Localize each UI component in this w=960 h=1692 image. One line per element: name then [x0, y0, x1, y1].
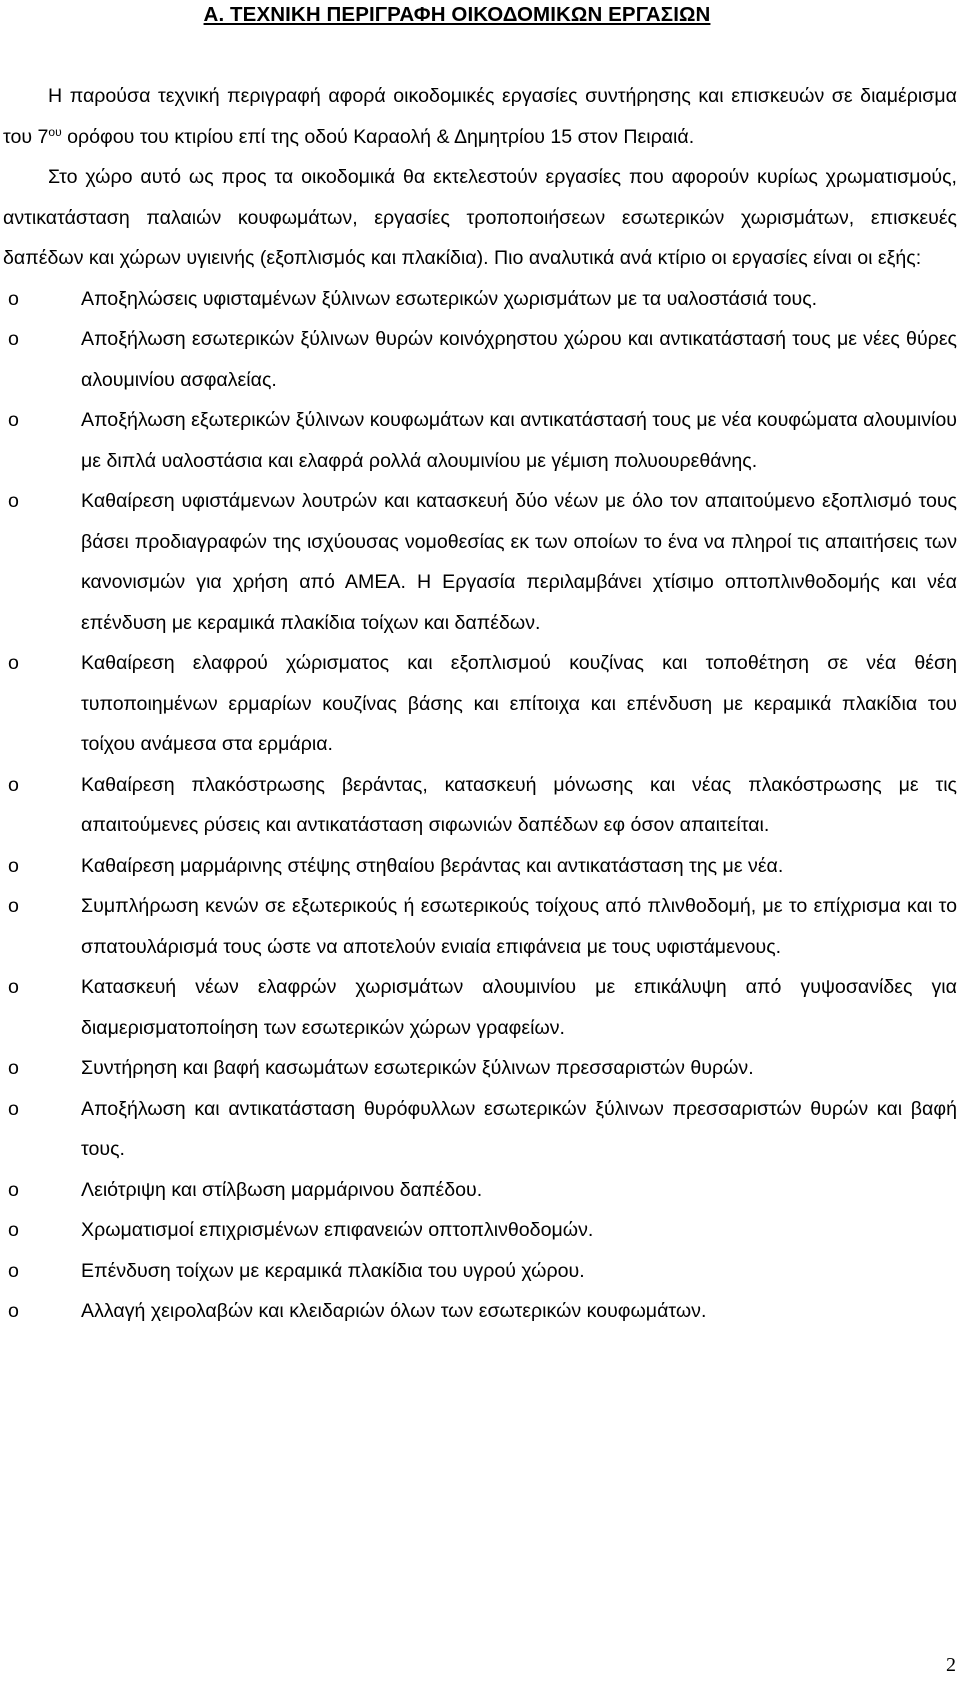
list-item-text: Συμπλήρωση κενών σε εξωτερικούς ή εσωτερικούς τοίχους από πλινθοδομή, με το επίχρισμα και το σπατουλάρισμά τους ώστε να αποτελούν ενιαία επιφάνεια με τους υφιστάμενους. [81, 895, 957, 958]
bullet-marker: o [8, 490, 19, 512]
list-item-text: Επένδυση τοίχων με κεραμικά πλακίδια του υγρού χώρου. [81, 1259, 585, 1282]
bullet-marker: o [8, 652, 19, 674]
page-number: 2 [946, 1654, 956, 1676]
bullet-marker: o [8, 1097, 19, 1120]
list-item-text: Καθαίρεση υφιστάμενων λουτρών και κατασκευή δύο νέων με όλο τον απαιτούμενο εξοπλισμό τους βάσει προδιαγραφών της ισχύουσας νομοθεσίας εκ των οποίων το ένα να πληροί τις απαιτήσεις των κανονισμών για χρήση από ΑΜΕΑ. Η Εργασία περιλαμβάνει χτίσιμο οπτοπλινθοδομής και νέα επένδυση με κεραμικά πλακίδια τοίχων και δαπέδων. [81, 490, 957, 634]
works-list [3, 279, 957, 1332]
floor-ordinal-superscript: ου [48, 124, 62, 139]
intro-paragraph [3, 76, 957, 157]
list-item [3, 481, 957, 643]
list-item [3, 643, 957, 765]
bullet-marker: o [8, 1178, 19, 1201]
document-body [3, 76, 957, 1332]
list-item-text: Συντήρηση και βαφή κασωμάτων εσωτερικών ξύλινων πρεσσαριστών θυρών. [81, 1057, 754, 1079]
bullet-marker: o [8, 1300, 19, 1322]
bullet-marker: o [8, 1259, 19, 1282]
scope-paragraph: Στο χώρο αυτό ως προς τα οικοδομικά θα εκτελεστούν εργασίες που αφορούν κυρίως χρωματισμούς, αντικατάσταση παλαιών κουφωμάτων, εργασίες τροποποιήσεων εσωτερικών χωρισμάτων, επισκευές δαπέδων και χώρων υγιεινής (εξοπλισμός και πλακίδια). Πιο αναλυτικά ανά κτίριο οι εργασίες είναι οι εξής: [3, 166, 957, 269]
bullet-marker: o [8, 854, 19, 877]
list-item [3, 1089, 957, 1170]
bullet-marker: o [8, 976, 19, 998]
list-item-text: Αποξήλωση εξωτερικών ξύλινων κουφωμάτων και αντικατάστασή τους με νέα κουφώματα αλουμινίου με διπλά υαλοστάσια και ελαφρά ρολλά αλουμινίου με γέμιση πολυουρεθάνης. [81, 409, 957, 472]
list-item-text: Καθαίρεση ελαφρού χώρισματος και εξοπλισμού κουζίνας και τοποθέτηση σε νέα θέση τυποποιημένων ερμαρίων κουζίνας βάσης και επίτοιχα και επένδυση με κεραμικά πλακίδια του τοίχου ανάμεσα στα ερμάρια. [81, 652, 957, 755]
list-item-text: Κατασκευή νέων ελαφρών χωρισμάτων αλουμινίου με επικάλυψη από γυψοσανίδες για διαμερισματοποίηση των εσωτερικών χώρων γραφείων. [81, 976, 957, 1039]
document-title: Α. ΤΕΧΝΙΚΗ ΠΕΡΙΓΡΑΦΗ ΟΙΚΟΔΟΜΙΚΩΝ ΕΡΓΑΣΙΩΝ [203, 3, 711, 26]
bullet-marker: o [8, 773, 19, 796]
list-item [3, 1210, 957, 1251]
list-item [3, 765, 957, 846]
list-item-text: Καθαίρεση πλακόστρωσης βεράντας, κατασκευή μόνωσης και νέας πλακόστρωσης με τις απαιτούμενες ρύσεις και αντικατάσταση σιφωνιών δαπέδων εφ όσον απαιτείται. [81, 773, 957, 836]
intro-text-start: Η παρούσα τεχνική περιγραφή αφορά οικοδομικές εργασίες συντήρησης και επισκευών σε διαμέρισμα του 7 [3, 85, 957, 148]
list-item-text: Αποξηλώσεις υφισταμένων ξύλινων εσωτερικών χωρισμάτων με τα υαλοστάσιά τους. [81, 287, 818, 310]
list-item [3, 886, 957, 967]
list-item [3, 319, 957, 400]
bullet-marker: o [8, 287, 19, 310]
list-item-text: Αποξήλωση εσωτερικών ξύλινων θυρών κοινόχρηστου χώρου και αντικατάστασή τους με νέες θύρες αλουμινίου ασφαλείας. [81, 328, 957, 391]
bullet-marker: o [8, 409, 19, 431]
bullet-marker: o [8, 895, 19, 917]
list-item [3, 1170, 957, 1211]
list-item-text: Αποξήλωση και αντικατάσταση θυρόφυλλων εσωτερικών ξύλινων πρεσσαριστών θυρών και βαφή τους. [81, 1097, 957, 1160]
bullet-marker: o [8, 1219, 19, 1241]
list-item [3, 967, 957, 1048]
list-item-text: Αλλαγή χειρολαβών και κλειδαριών όλων των εσωτερικών κουφωμάτων. [81, 1300, 707, 1322]
intro-text-end: ορόφου του κτιρίου επί της οδού Καραολή & Δημητρίου 15 στον Πειραιά. [61, 125, 695, 148]
list-item [3, 1048, 957, 1089]
list-item-text: Χρωματισμοί επιχρισμένων επιφανειών οπτοπλινθοδομών. [81, 1219, 594, 1241]
bullet-marker: o [8, 328, 19, 350]
list-item-text: Καθαίρεση μαρμάρινης στέψης στηθαίου βεράντας και αντικατάσταση της με νέα. [81, 854, 784, 877]
list-item [3, 279, 957, 320]
list-item-text: Λειότριψη και στίλβωση μαρμάρινου δαπέδου. [81, 1178, 483, 1201]
bullet-marker: o [8, 1057, 19, 1079]
list-item [3, 1251, 957, 1292]
list-item [3, 846, 957, 887]
list-item [3, 400, 957, 481]
list-item [3, 1291, 957, 1332]
